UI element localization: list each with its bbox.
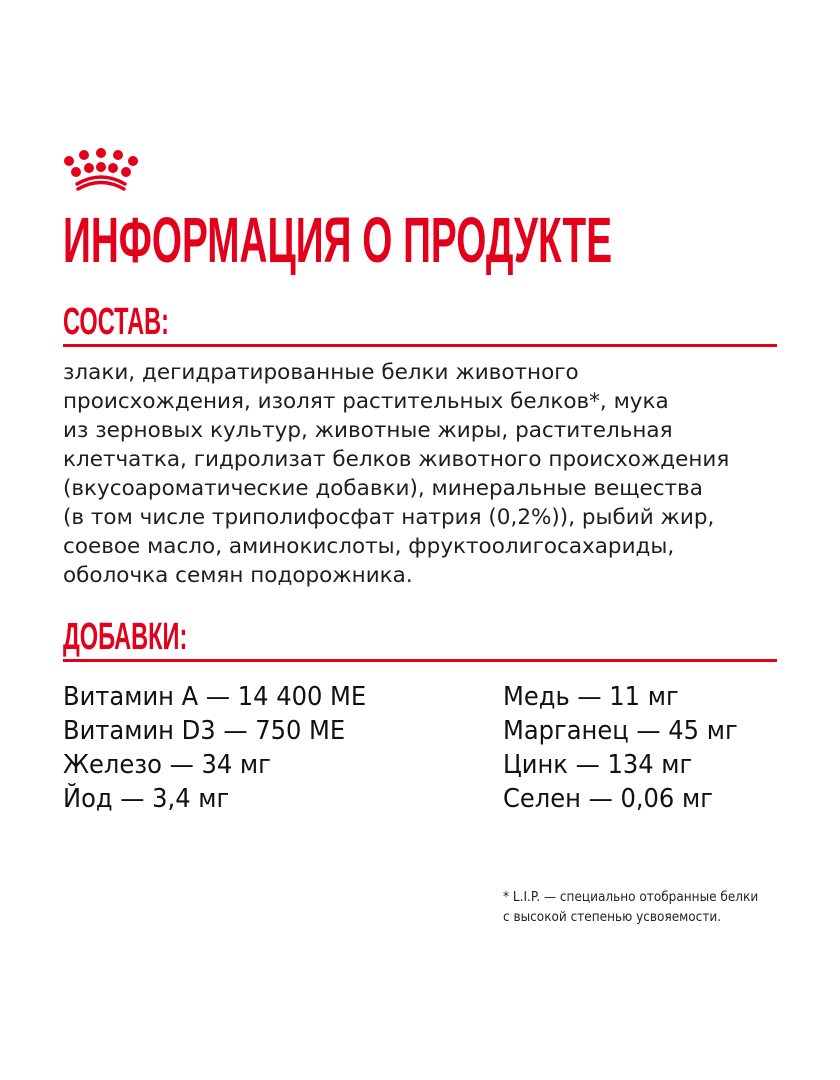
additive-item: Железо — 34 мг: [63, 750, 271, 780]
additive-item: Селен — 0,06 мг: [503, 784, 713, 814]
additive-item: Йод — 3,4 мг: [63, 784, 230, 814]
additives-list-left: [63, 680, 389, 816]
composition-line: оболочка семян подорожника.: [63, 563, 413, 588]
additive-item: Цинк — 134 мг: [503, 750, 693, 780]
composition-heading: СОСТАВ:: [63, 301, 169, 343]
composition-line: (вкусоароматические добавки), минеральные вещества: [63, 476, 703, 501]
composition-divider: [63, 344, 777, 347]
composition-line: соевое масло, аминокислоты, фруктоолигосахариды,: [63, 534, 675, 559]
footnote-line: * L.I.P. — специально отобранные белки: [503, 890, 759, 905]
crown-icon: [64, 148, 140, 192]
composition-line: злаки, дегидратированные белки животного: [63, 360, 579, 385]
additive-item: Витамин D3 — 750 МЕ: [63, 716, 346, 746]
footnote-line: с высокой степенью усвояемости.: [503, 910, 722, 925]
additive-item: Витамин A — 14 400 МЕ: [63, 682, 367, 712]
composition-line: происхождения, изолят растительных белков*, мука: [63, 389, 669, 414]
composition-line: (в том числе триполифосфат натрия (0,2%)), рыбий жир,: [63, 505, 715, 530]
footnote: [503, 888, 758, 928]
additives-list-right: [503, 680, 755, 816]
additive-item: Медь — 11 мг: [503, 682, 679, 712]
additives-divider: [63, 659, 777, 662]
additive-item: Марганец — 45 мг: [503, 716, 738, 746]
page-title: ИНФОРМАЦИЯ О ПРОДУКТЕ: [63, 204, 613, 276]
additives-heading: ДОБАВКИ:: [63, 616, 188, 658]
composition-text: [63, 358, 793, 590]
composition-line: из зерновых культур, животные жиры, растительная: [63, 418, 673, 443]
composition-line: клетчатка, гидролизат белков животного происхождения: [63, 447, 730, 472]
